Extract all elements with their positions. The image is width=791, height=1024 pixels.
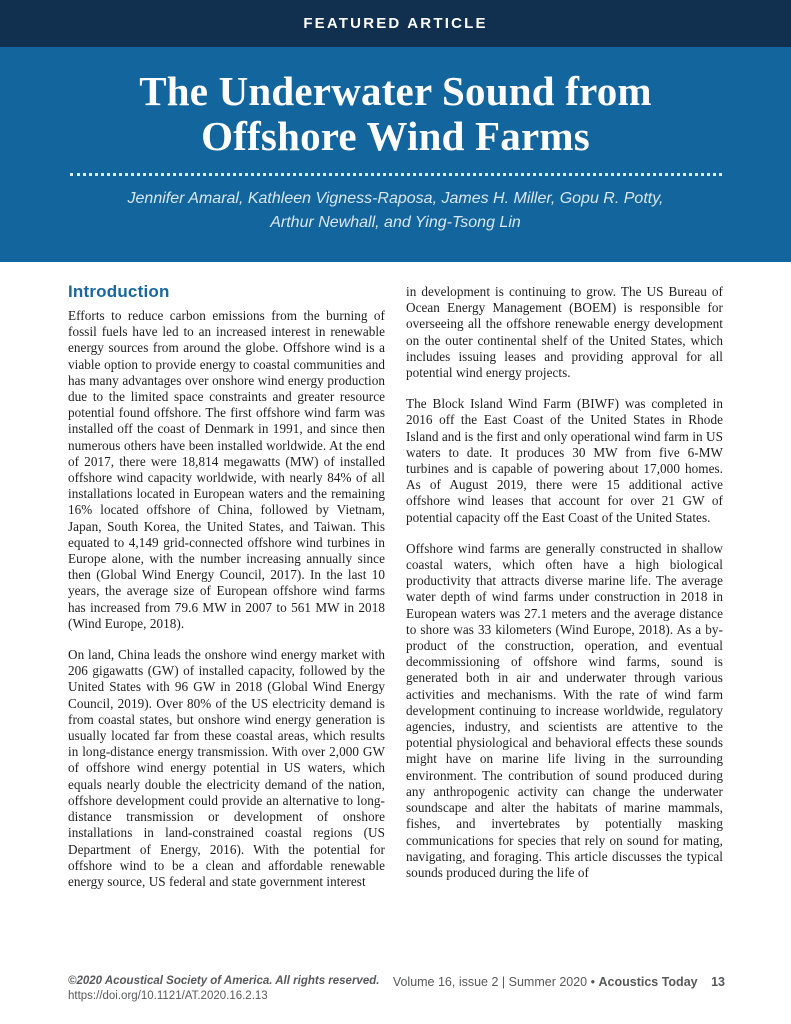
- left-column: [68, 282, 385, 958]
- article-body: [0, 262, 791, 958]
- paragraph-right-1: in development is continuing to grow. The US Bureau of Ocean Energy Management (BOEM) is responsible for overseeing all the offshore renewable energy development on the outer continental shelf of the United States, which includes issuing leases and providing approval for all potential wind energy projects.: [406, 284, 723, 381]
- dotted-divider: [70, 173, 722, 176]
- page-footer: [68, 974, 725, 1004]
- author-list-line-1: Jennifer Amaral, Kathleen Vigness-Raposa, James H. Miller, Gopu R. Potty,: [127, 190, 664, 207]
- article-title-line-1: The Underwater Sound from: [139, 68, 652, 114]
- article-title-line-2: Offshore Wind Farms: [201, 113, 590, 159]
- footer-separator: •: [590, 975, 596, 989]
- footer-copyright-block: [68, 974, 379, 1004]
- footer-issue-block: [393, 974, 725, 989]
- volume-issue-label: Volume 16, issue 2 | Summer 2020: [392, 975, 588, 989]
- author-list: [0, 187, 791, 235]
- page-number: 13: [711, 975, 725, 989]
- paragraph-left-2: On land, China leads the onshore wind energy market with 206 gigawatts (GW) of installed capacity, followed by the United States with 96 GW in 2018 (Global Wind Energy Council, 2019). Over 80% of the US electricity demand is from coastal states, but onshore wind energy generation is usually located far from these coastal areas, which results in long-distance energy transmission. With over 2,000 GW of offshore wind energy potential in US waters, which equals nearly double the electricity demand of the nation, offshore development could provide an alternative to long-distance transmission or development of onshore installations in land-constrained coastal regions (US Department of Energy, 2016). With the potential for offshore wind to be a clean and affordable renewable energy source, US federal and state government interest: [68, 647, 385, 889]
- doi-link[interactable]: https://doi.org/10.1121/AT.2020.16.2.13: [68, 990, 268, 1002]
- hero-header: [0, 47, 791, 262]
- right-column: [406, 282, 723, 958]
- copyright-notice: ©2020 Acoustical Society of America. All rights reserved.: [68, 975, 380, 987]
- paragraph-left-1: Efforts to reduce carbon emissions from the burning of fossil fuels have led to an increased interest in renewable energy sources from around the globe. Offshore wind is a viable option to provide energy to coastal communities and has many advantages over onshore wind energy production due to the limited space constraints and greater resource potential found offshore. The first offshore wind farm was installed off the coast of Denmark in 1991, and since then numerous others have been installed worldwide. At the end of 2017, there were 18,814 megawatts (MW) of installed offshore wind capacity worldwide, with nearly 84% of all installations located in European waters and the remaining 16% located offshore of China, followed by Vietnam, Japan, South Korea, the United States, and Taiwan. This equated to 4,149 grid-connected offshore wind turbines in Europe alone, with the number increasing annually since then (Global Wind Energy Council, 2017). In the last 10 years, the average size of European offshore wind farms has increased from 79.6 MW in 2007 to 561 MW in 2018 (Wind Europe, 2018).: [68, 308, 385, 631]
- paragraph-right-3: Offshore wind farms are generally constructed in shallow coastal waters, which often have a high biological productivity that attracts diverse marine life. The average water depth of wind farms under construction in 2018 in European waters was 27.1 meters and the average distance to shore was 33 kilometers (Wind Europe, 2018). As a by-product of the construction, operation, and eventual decommissioning of offshore wind farms, sound is generated both in air and underwater through various activities and mechanisms. With the rate of wind farm development continuing to increase worldwide, regulatory agencies, industry, and scientists are attentive to the potential physiological and behavioral effects these sounds might have on marine life living in the surrounding environment. The contribution of sound produced during any anthropogenic activity can change the underwater soundscape and alter the habitats of marine mammals, fishes, and invertebrates by potentially masking communications for species that rely on sound for mating, navigating, and foraging. This article discusses the typical sounds produced during the life of: [406, 540, 723, 880]
- section-heading-introduction: Introduction: [68, 282, 170, 301]
- featured-article-label: FEATURED ARTICLE: [303, 15, 488, 32]
- featured-article-banner: [0, 0, 791, 47]
- article-title: [0, 69, 791, 159]
- journal-name: Acoustics Today: [598, 975, 698, 989]
- paragraph-right-2: The Block Island Wind Farm (BIWF) was completed in 2016 off the East Coast of the United States in Rhode Island and is the first and only operational wind farm in US waters to date. It produces 30 MW from five 6-MW turbines and is capable of powering about 17,000 homes. As of August 2019, there were 15 additional active offshore wind leases that account for over 21 GW of potential capacity off the East Coast of the United States.: [406, 396, 723, 525]
- author-list-line-2: Arthur Newhall, and Ying-Tsong Lin: [270, 214, 521, 231]
